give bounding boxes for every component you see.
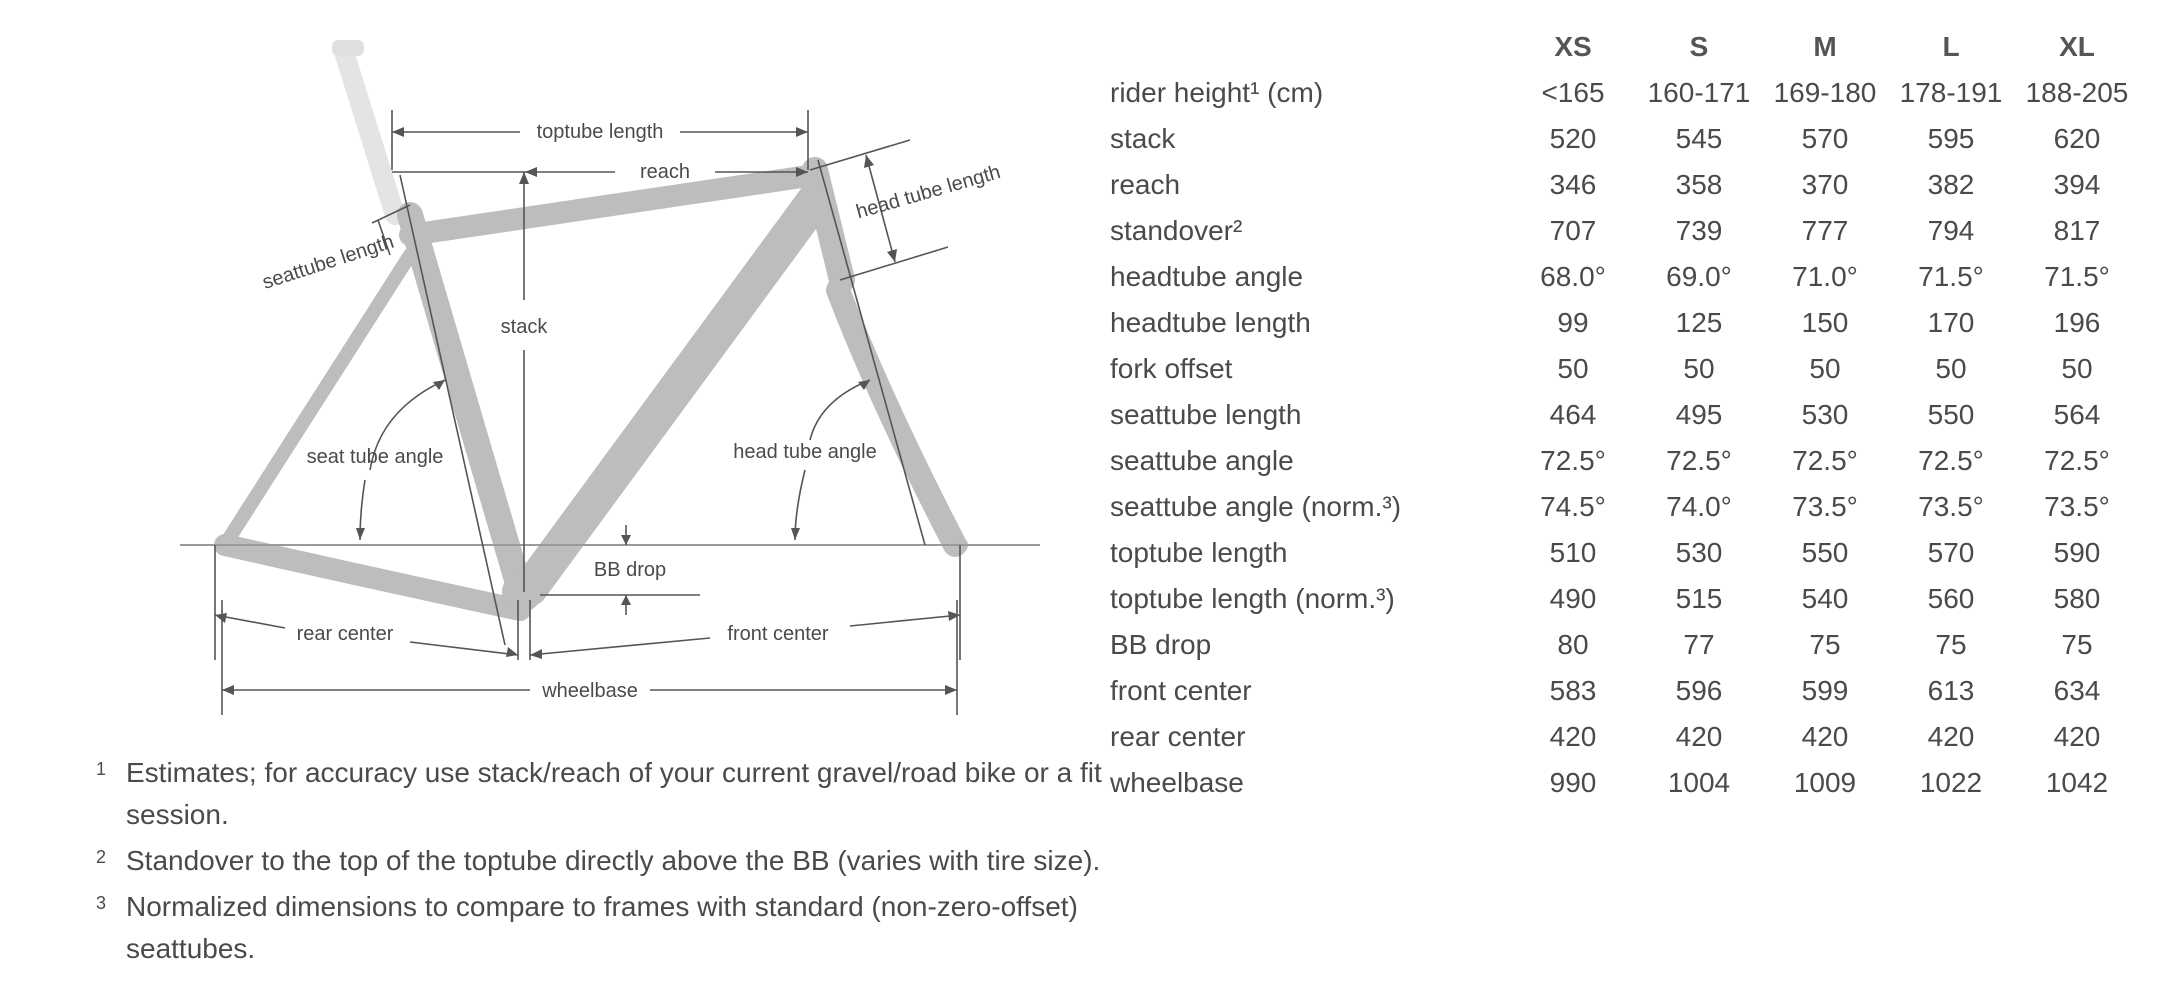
table-cell: 1004 [1667, 767, 1731, 798]
table-cell: 69.0° [1666, 261, 1732, 292]
table-cell: 382 [1927, 169, 1975, 200]
table-cell: 72.5° [1540, 445, 1606, 476]
table-cell: 74.5° [1540, 491, 1606, 522]
table-cell: 990 [1549, 767, 1597, 798]
table-cell: 570 [1927, 537, 1975, 568]
table-cell: 530 [1801, 399, 1849, 430]
table-cell: 420 [1801, 721, 1849, 752]
table-cell: 794 [1927, 215, 1975, 246]
table-cell: 1022 [1919, 767, 1983, 798]
table-row [1110, 622, 2140, 668]
row-label: stack [1110, 123, 1176, 154]
row-label: front center [1110, 675, 1252, 706]
table-cell: 777 [1801, 215, 1849, 246]
table-row [1110, 438, 2140, 484]
table-row [1110, 484, 2140, 530]
table-cell: 580 [2053, 583, 2101, 614]
table-cell: 560 [1927, 583, 1975, 614]
table-cell: 178-191 [1899, 77, 2003, 108]
row-label: headtube length [1110, 307, 1311, 338]
table-cell: 160-171 [1647, 77, 1751, 108]
row-label: wheelbase [1110, 767, 1244, 798]
table-cell: 515 [1675, 583, 1723, 614]
footnote-text: Normalized dimensions to compare to frames with standard (non-zero-offset) seattubes. [126, 891, 1078, 964]
table-cell: 634 [2053, 675, 2101, 706]
table-cell: 420 [2053, 721, 2101, 752]
table-row [1110, 346, 2140, 392]
head-tube-angle-dimension [733, 380, 876, 540]
table-cell: 50 [1557, 353, 1589, 384]
table-cell: 196 [2053, 307, 2101, 338]
table-row [1110, 714, 2140, 760]
table-cell: 75 [1935, 629, 1967, 660]
table-cell: 540 [1801, 583, 1849, 614]
table-row [1110, 668, 2140, 714]
head-tube-angle-label: head tube angle [733, 441, 877, 463]
table-cell: 739 [1675, 215, 1723, 246]
footnote [92, 886, 1132, 970]
table-cell: 1042 [2045, 767, 2109, 798]
table-cell: 370 [1801, 169, 1849, 200]
table-cell: 394 [2053, 169, 2101, 200]
stack-label: stack [500, 316, 548, 338]
table-cell: 464 [1549, 399, 1597, 430]
size-header-s: S [1689, 31, 1709, 62]
table-cell: 150 [1801, 307, 1849, 338]
footnote-text: Estimates; for accuracy use stack/reach of your current gravel/road bike or a fit session. [126, 757, 1102, 830]
table-cell: 596 [1675, 675, 1723, 706]
table-row [1110, 300, 2140, 346]
row-label: fork offset [1110, 353, 1233, 384]
seattube-length-label: seattube length [259, 230, 397, 294]
table-cell: 620 [2053, 123, 2101, 154]
row-label: standover² [1110, 215, 1243, 246]
toptube-length-dimension [392, 110, 808, 170]
table-cell: 570 [1801, 123, 1849, 154]
footnotes [92, 752, 1132, 974]
table-cell: 50 [2061, 353, 2093, 384]
table-cell: 80 [1557, 629, 1589, 660]
wheelbase-label: wheelbase [542, 680, 638, 702]
table-cell: 590 [2053, 537, 2101, 568]
table-cell: 99 [1557, 307, 1589, 338]
table-cell: 346 [1549, 169, 1597, 200]
table-cell: 71.5° [2044, 261, 2110, 292]
size-header-xs: XS [1554, 31, 1592, 62]
table-cell: 50 [1935, 353, 1967, 384]
table-cell: 169-180 [1773, 77, 1877, 108]
table-cell: 73.5° [1792, 491, 1858, 522]
row-label: headtube angle [1110, 261, 1304, 292]
geometry-table [1110, 24, 2140, 806]
table-cell: 72.5° [2044, 445, 2110, 476]
table-cell: 595 [1927, 123, 1975, 154]
footnote [92, 752, 1132, 836]
table-cell: 125 [1675, 307, 1723, 338]
footnote [92, 840, 1132, 882]
table-cell: 75 [2061, 629, 2093, 660]
footnote-text: Standover to the top of the toptube directly above the BB (varies with tire size). [126, 845, 1101, 876]
size-header-xl: XL [2059, 31, 2095, 62]
table-row [1110, 530, 2140, 576]
table-cell: 599 [1801, 675, 1849, 706]
table-row [1110, 760, 2140, 806]
frame-geometry-diagram [0, 0, 1110, 740]
table-header-row [1110, 24, 2140, 70]
table-cell: 72.5° [1666, 445, 1732, 476]
table-cell: 545 [1675, 123, 1723, 154]
table-cell: 583 [1549, 675, 1597, 706]
table-cell: 71.0° [1792, 261, 1858, 292]
table-cell: 550 [1801, 537, 1849, 568]
rear-center-label: rear center [296, 623, 394, 645]
seatpost [332, 40, 395, 215]
table-cell: 613 [1927, 675, 1975, 706]
table-cell: 77 [1683, 629, 1715, 660]
footnote-marker: 2 [96, 847, 107, 867]
seat-tube-angle-dimension [307, 380, 445, 540]
row-label: seattube angle (norm.³) [1110, 491, 1402, 522]
front-center-label: front center [727, 623, 829, 645]
table-row [1110, 208, 2140, 254]
table-cell: 188-205 [2025, 77, 2129, 108]
table-cell: 490 [1549, 583, 1597, 614]
wheelbase-dimension [222, 600, 957, 715]
table-cell: <165 [1541, 77, 1605, 108]
table-cell: 170 [1927, 307, 1975, 338]
table-cell: 75 [1809, 629, 1841, 660]
table-cell: 817 [2053, 215, 2101, 246]
seat-tube-angle-label: seat tube angle [306, 446, 444, 468]
table-cell: 495 [1675, 399, 1723, 430]
table-cell: 420 [1549, 721, 1597, 752]
size-header-m: M [1813, 31, 1837, 62]
bb-drop-label: BB drop [593, 559, 667, 581]
table-cell: 73.5° [2044, 491, 2110, 522]
table-cell: 68.0° [1540, 261, 1606, 292]
table-cell: 358 [1675, 169, 1723, 200]
table-cell: 707 [1549, 215, 1597, 246]
table-row [1110, 116, 2140, 162]
row-label: reach [1110, 169, 1181, 200]
footnote-marker: 3 [96, 893, 107, 913]
table-cell: 72.5° [1918, 445, 1984, 476]
table-row [1110, 576, 2140, 622]
row-label: toptube length [1110, 537, 1288, 568]
row-label: rear center [1110, 721, 1246, 752]
table-row [1110, 254, 2140, 300]
table-cell: 520 [1549, 123, 1597, 154]
head-tube-length-label: head tube length [853, 161, 1004, 224]
table-row [1110, 70, 2140, 116]
footnote-marker: 1 [96, 759, 107, 779]
table-cell: 530 [1675, 537, 1723, 568]
table-cell: 420 [1927, 721, 1975, 752]
table-cell: 420 [1675, 721, 1723, 752]
row-label: toptube length (norm.³) [1110, 583, 1395, 614]
table-cell: 510 [1549, 537, 1597, 568]
row-label: BB drop [1110, 629, 1212, 660]
reach-label: reach [639, 161, 691, 183]
table-cell: 550 [1927, 399, 1975, 430]
table-cell: 50 [1683, 353, 1715, 384]
size-header-l: L [1942, 31, 1960, 62]
table-cell: 72.5° [1792, 445, 1858, 476]
table-cell: 564 [2053, 399, 2101, 430]
table-row [1110, 392, 2140, 438]
row-label: rider height¹ (cm) [1110, 77, 1324, 108]
table-cell: 1009 [1793, 767, 1857, 798]
table-cell: 73.5° [1918, 491, 1984, 522]
toptube-length-label: toptube length [536, 121, 664, 143]
row-label: seattube angle [1110, 445, 1294, 476]
table-cell: 71.5° [1918, 261, 1984, 292]
table-cell: 74.0° [1666, 491, 1732, 522]
table-cell: 50 [1809, 353, 1841, 384]
table-row [1110, 162, 2140, 208]
row-label: seattube length [1110, 399, 1302, 430]
